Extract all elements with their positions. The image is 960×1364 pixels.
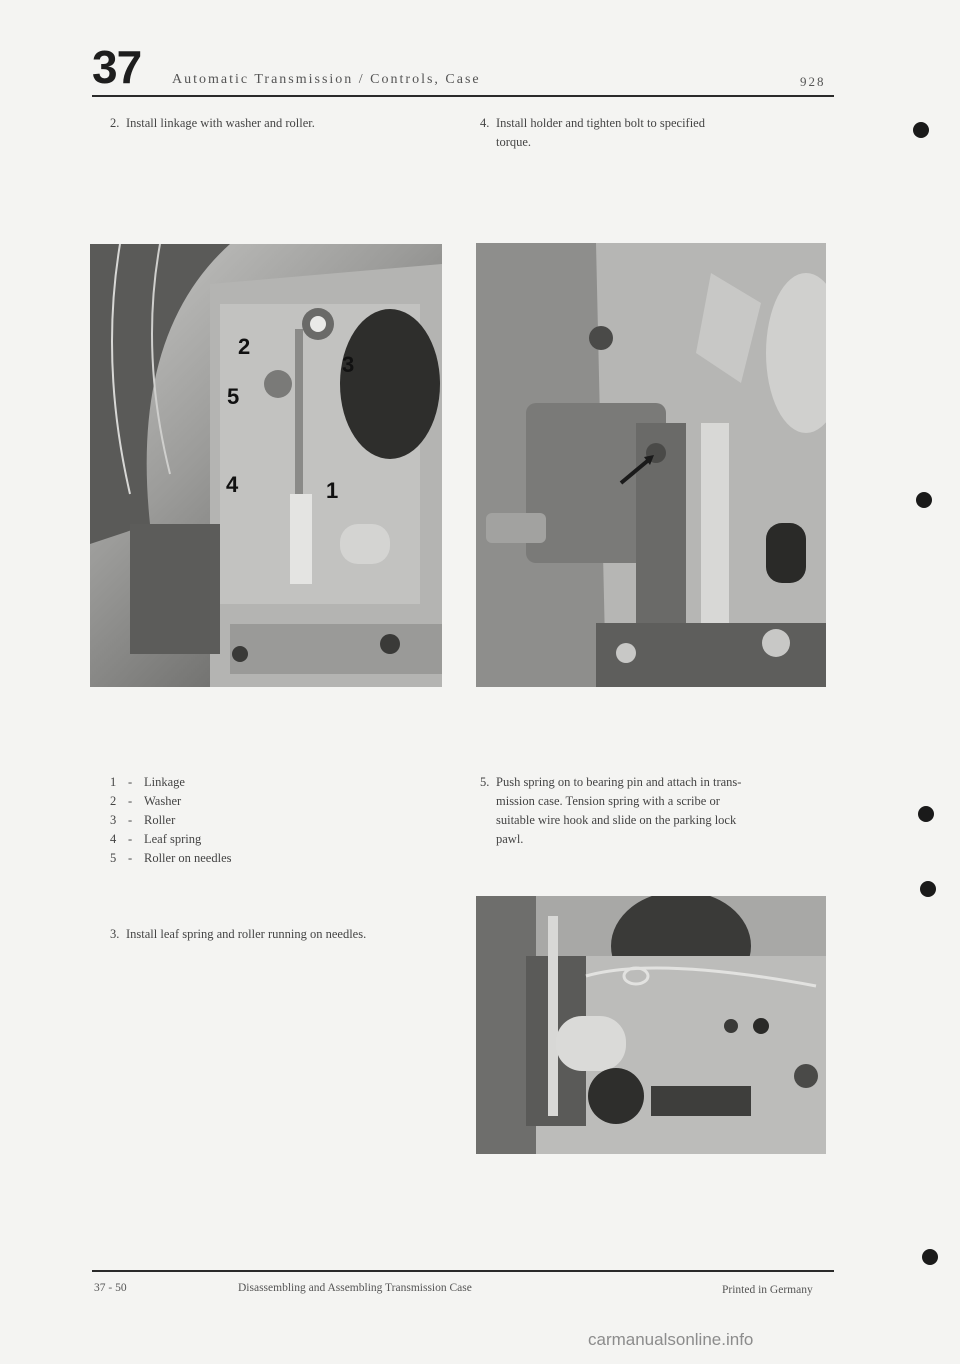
legend-item [110, 849, 231, 868]
legend-number: 2 [110, 794, 117, 808]
binding-hole-icon [920, 881, 936, 897]
legend-dash: - [128, 813, 133, 827]
step-5-line-4: pawl. [496, 832, 524, 846]
legend-item [110, 811, 231, 830]
callout-5: 5 [227, 384, 240, 409]
step-3 [110, 925, 470, 944]
section-number: 37 [92, 41, 142, 93]
photo-spring [476, 896, 826, 1154]
callout-4: 4 [226, 472, 239, 497]
step-5-line-3: suitable wire hook and slide on the parking lock [496, 813, 737, 827]
watermark-text: carmanualsonline.info [588, 1330, 754, 1349]
step-5 [480, 773, 830, 849]
legend-item [110, 792, 231, 811]
step-4-line-1: Install holder and tighten bolt to specified [496, 116, 705, 130]
legend-label: Linkage [144, 775, 185, 789]
legend-dash: - [128, 794, 133, 808]
model-number: 928 [800, 74, 826, 89]
photo-spring-illustration [476, 896, 826, 1154]
binding-hole-icon [913, 122, 929, 138]
legend-label: Roller [144, 813, 176, 827]
callout-3: 3 [342, 352, 355, 377]
step-5-number: 5. [480, 775, 490, 789]
binding-hole-icon [916, 492, 932, 508]
step-2-number: 2. [110, 116, 120, 130]
legend-dash: - [128, 775, 133, 789]
legend-list [110, 773, 231, 868]
legend-label: Roller on needles [144, 851, 232, 865]
legend-item [110, 830, 231, 849]
legend-number: 4 [110, 832, 117, 846]
callout-1: 1 [326, 478, 339, 503]
footer-rule [92, 1270, 834, 1272]
legend-item [110, 773, 231, 792]
binding-hole-icon [922, 1249, 938, 1265]
step-4-line-2: torque. [496, 135, 532, 149]
header-title: Automatic Transmission / Controls, Case [172, 72, 481, 87]
photo-linkage-illustration [90, 244, 442, 687]
footer-title: Disassembling and Assembling Transmission Case [238, 1282, 472, 1294]
printed-in: Printed in Germany [722, 1284, 813, 1296]
callout-2: 2 [238, 334, 251, 359]
legend-number: 5 [110, 851, 117, 865]
photo-holder-illustration [476, 243, 826, 687]
legend-dash: - [128, 851, 133, 865]
step-2-text: Install linkage with washer and roller. [126, 116, 315, 130]
legend-label: Leaf spring [144, 832, 202, 846]
legend-number: 1 [110, 775, 117, 789]
binding-hole-icon [918, 806, 934, 822]
legend-dash: - [128, 832, 133, 846]
legend-label: Washer [144, 794, 182, 808]
page-number: 37 - 50 [94, 1282, 127, 1294]
photo-linkage [90, 244, 442, 687]
photo-holder [476, 243, 826, 687]
step-4-number: 4. [480, 116, 490, 130]
legend-number: 3 [110, 813, 117, 827]
step-5-line-2: mission case. Tension spring with a scribe or [496, 794, 720, 808]
step-4 [480, 114, 820, 152]
step-3-number: 3. [110, 927, 120, 941]
header-rule [92, 95, 834, 97]
step-5-line-1: Push spring on to bearing pin and attach in trans- [496, 775, 742, 789]
step-3-text: Install leaf spring and roller running on needles. [126, 927, 367, 941]
step-2 [110, 114, 450, 133]
